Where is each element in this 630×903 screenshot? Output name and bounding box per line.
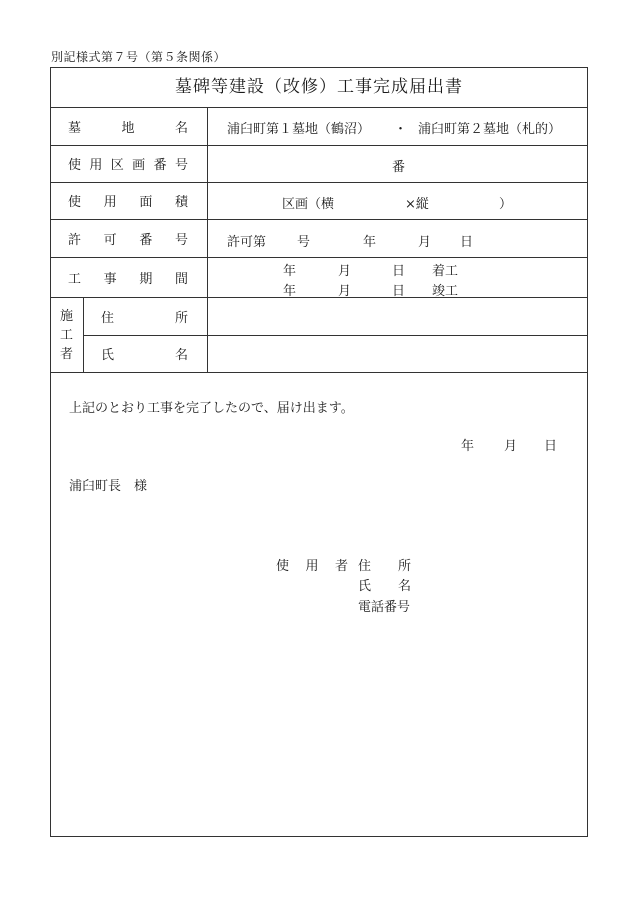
area-middle: ×縦 [405, 197, 429, 212]
period-start-month: 月 [338, 264, 352, 279]
date-day: 日 [544, 439, 558, 454]
period-end-year: 年 [283, 284, 297, 299]
cemetery-option-1[interactable]: 浦臼町第１墓地（鶴沼） [227, 122, 371, 137]
builder-name-label: 氏 名 [101, 348, 188, 363]
applicant-name-label: 氏 名 [358, 578, 411, 594]
builder-group-label: 施 工 者 [59, 308, 73, 362]
cemetery-label: 墓 地 名 [68, 120, 188, 136]
rule-builder-divider [83, 297, 84, 372]
area-prefix: 区画（横 [282, 197, 335, 212]
rule-table-end [50, 372, 588, 373]
permit-year: 年 [363, 235, 377, 250]
period-end-month: 月 [338, 284, 352, 299]
cemetery-option-2[interactable]: 浦臼町第２墓地（札的） [418, 122, 562, 137]
date-year: 年 [461, 439, 475, 454]
area-label: 使 用 面 積 [68, 195, 188, 210]
period-label: 工 事 期 間 [68, 271, 188, 287]
applicant-role: 使 用 者 [276, 558, 348, 574]
period-start-day: 日 [392, 264, 406, 279]
period-end-label: 竣工 [432, 284, 459, 299]
permit-label: 許 可 番 号 [68, 232, 188, 248]
period-start-label: 着工 [432, 264, 459, 279]
form-title: 墓碑等建設（改修）工事完成届出書 [175, 77, 463, 97]
permit-number-suffix: 号 [297, 235, 311, 250]
area-suffix: ） [499, 197, 513, 212]
permit-prefix: 許可第 [227, 235, 267, 250]
builder-address-label: 住 所 [101, 311, 188, 326]
plot-number-label: 使 用 区 画 番 号 [68, 158, 188, 173]
permit-day: 日 [460, 235, 474, 250]
plot-number-suffix: 番 [392, 160, 406, 175]
declaration-text: 上記のとおり工事を完了したので、届け出ます。 [69, 401, 354, 416]
permit-month: 月 [418, 235, 432, 250]
recipient: 浦臼町長 様 [69, 479, 148, 494]
cemetery-separator: ・ [394, 122, 408, 137]
period-end-day: 日 [392, 284, 406, 299]
applicant-phone-label: 電話番号 [358, 600, 411, 615]
form-number-note: 別記様式第７号（第５条関係） [51, 50, 227, 64]
date-month: 月 [504, 439, 518, 454]
applicant-address-label: 住 所 [358, 558, 411, 574]
rule-label-divider [207, 107, 208, 372]
period-start-year: 年 [283, 264, 297, 279]
